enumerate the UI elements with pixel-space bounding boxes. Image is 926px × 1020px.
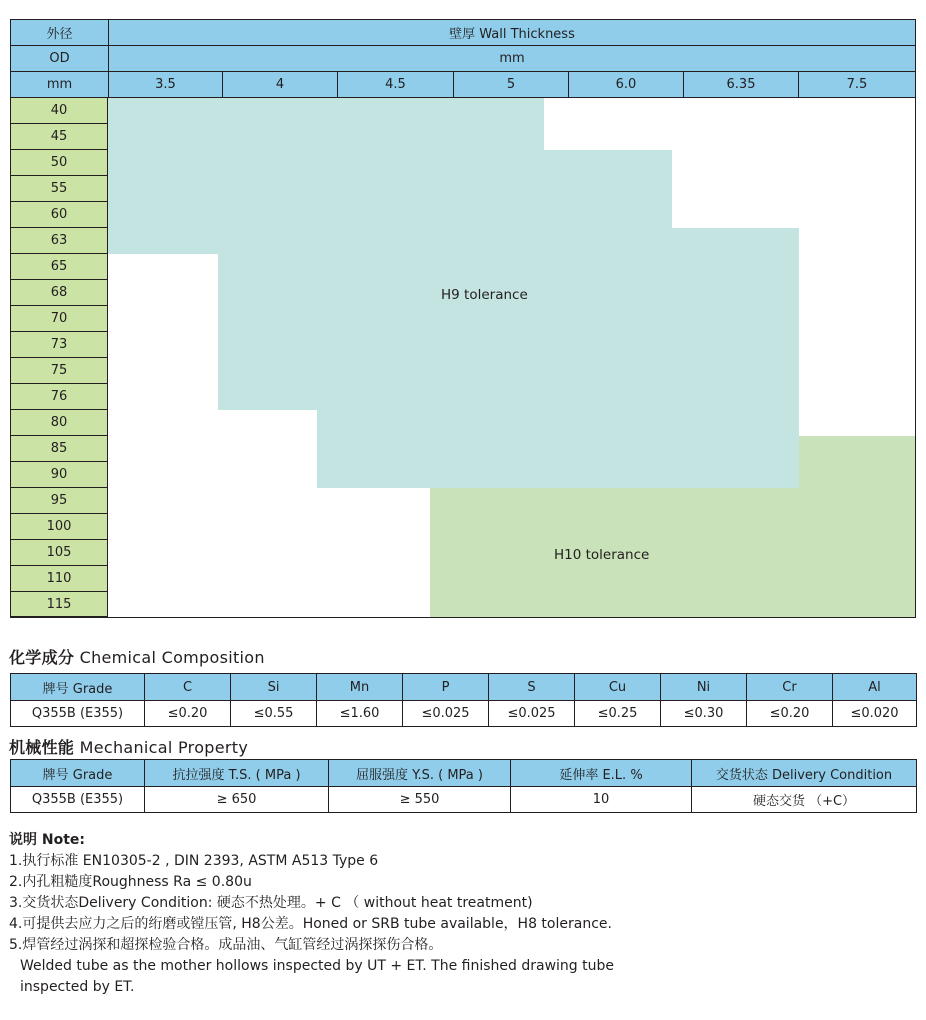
wall-thickness-cell: 6.0 [568, 71, 684, 98]
od-cell: 50 [10, 150, 108, 176]
chemical-value-cell: Q355B (E355) [11, 701, 145, 727]
wall-thickness-cell: 5 [453, 71, 569, 98]
od-cell: 40 [10, 98, 108, 124]
mechanical-title-cn: 机械性能 [9, 738, 75, 757]
chemical-header-cell: Ni [661, 674, 747, 701]
od-cell: 110 [10, 566, 108, 592]
wall-thickness-cell: 4.5 [337, 71, 454, 98]
h10-zone [430, 488, 916, 618]
mechanical-header-cell: 抗拉强度 T.S. ( MPa ) [145, 760, 329, 787]
od-cell: 76 [10, 384, 108, 410]
od-cell: 45 [10, 124, 108, 150]
od-cell: 105 [10, 540, 108, 566]
h9-label: H9 tolerance [441, 287, 528, 303]
od-cell: 65 [10, 254, 108, 280]
chemical-header-cell: Cu [575, 674, 661, 701]
chemical-title-en: Chemical Composition [79, 648, 265, 667]
od-cell: 68 [10, 280, 108, 306]
od-cell: 100 [10, 514, 108, 540]
chemical-value-cell: ≤0.020 [833, 701, 917, 727]
wall-thickness-cell: 7.5 [798, 71, 916, 98]
od-cell: 73 [10, 332, 108, 358]
chemical-title [9, 645, 265, 668]
h10-label: H10 tolerance [554, 547, 650, 563]
h9-zone [317, 410, 799, 488]
mechanical-title-en: Mechanical Property [79, 738, 249, 757]
mechanical-value-cell: Q355B (E355) [11, 787, 145, 813]
chemical-table [10, 673, 917, 727]
note-continuation: Welded tube as the mother hollows inspected by UT + ET. The finished drawing tube [20, 958, 614, 974]
mechanical-table [10, 759, 917, 813]
chemical-header-cell: Si [231, 674, 317, 701]
chemical-header-cell: S [489, 674, 575, 701]
od-cell: 85 [10, 436, 108, 462]
tolerance-table [10, 19, 916, 618]
chemical-title-cn: 化学成分 [9, 648, 75, 667]
mechanical-title [9, 735, 248, 758]
note-line: 2.内孔粗糙度Roughness Ra ≤ 0.80u [9, 874, 252, 890]
chemical-header-cell: Al [833, 674, 917, 701]
mechanical-value-cell: ≥ 650 [145, 787, 329, 813]
chemical-value-cell: ≤0.20 [747, 701, 833, 727]
chemical-header-cell: Mn [317, 674, 403, 701]
wall-thickness-unit: mm [108, 45, 916, 72]
od-cell: 75 [10, 358, 108, 384]
od-cell: 90 [10, 462, 108, 488]
h9-zone [218, 228, 799, 254]
notes [9, 830, 614, 998]
wall-thickness-title: 壁厚 Wall Thickness [108, 19, 916, 46]
od-cell: 70 [10, 306, 108, 332]
od-cell: 63 [10, 228, 108, 254]
mechanical-value-cell: 10 [511, 787, 692, 813]
chemical-header-cell: C [145, 674, 231, 701]
mechanical-value-cell: ≥ 550 [329, 787, 511, 813]
chemical-value-cell: ≤0.25 [575, 701, 661, 727]
od-cell: 80 [10, 410, 108, 436]
chemical-value-cell: ≤0.20 [145, 701, 231, 727]
h9-zone [544, 150, 672, 228]
notes-title: 说明 Note: [9, 832, 85, 848]
h10-zone [799, 436, 916, 488]
note-line: 1.执行标准 EN10305-2 , DIN 2393, ASTM A513 Type 6 [9, 853, 379, 869]
od-cell: 60 [10, 202, 108, 228]
chemical-header-cell: 牌号 Grade [11, 674, 145, 701]
od-header-cn: 外径 [10, 19, 109, 46]
h9-zone [218, 254, 799, 410]
chemical-header-cell: Cr [747, 674, 833, 701]
od-header-unit: mm [10, 71, 109, 98]
mechanical-header-cell: 交货状态 Delivery Condition [692, 760, 917, 787]
note-line: 4.可提供去应力之后的绗磨或镗压管, H8公差。Honed or SRB tube available，H8 tolerance. [9, 916, 612, 932]
od-header-en: OD [10, 45, 109, 72]
chemical-value-cell: ≤0.30 [661, 701, 747, 727]
chemical-value-cell: ≤0.025 [489, 701, 575, 727]
note-continuation: inspected by ET. [20, 979, 135, 995]
chemical-value-cell: ≤1.60 [317, 701, 403, 727]
mechanical-header-cell: 屈服强度 Y.S. ( MPa ) [329, 760, 511, 787]
wall-thickness-cell: 6.35 [683, 71, 799, 98]
chemical-header-cell: P [403, 674, 489, 701]
chemical-value-cell: ≤0.55 [231, 701, 317, 727]
wall-thickness-cell: 4 [222, 71, 338, 98]
od-cell: 115 [10, 592, 108, 617]
wall-thickness-cell: 3.5 [108, 71, 223, 98]
od-cell: 95 [10, 488, 108, 514]
od-cell: 55 [10, 176, 108, 202]
mechanical-value-cell: 硬态交货 （+C） [692, 787, 917, 813]
chemical-value-cell: ≤0.025 [403, 701, 489, 727]
mechanical-header-cell: 牌号 Grade [11, 760, 145, 787]
mechanical-header-cell: 延伸率 E.L. % [511, 760, 692, 787]
note-line: 3.交货状态Delivery Condition: 硬态不热处理。+ C （ without heat treatment) [9, 895, 533, 911]
note-line: 5.焊管经过涡探和超探检验合格。成品油、气缸管经过涡探探伤合格。 [9, 937, 443, 953]
